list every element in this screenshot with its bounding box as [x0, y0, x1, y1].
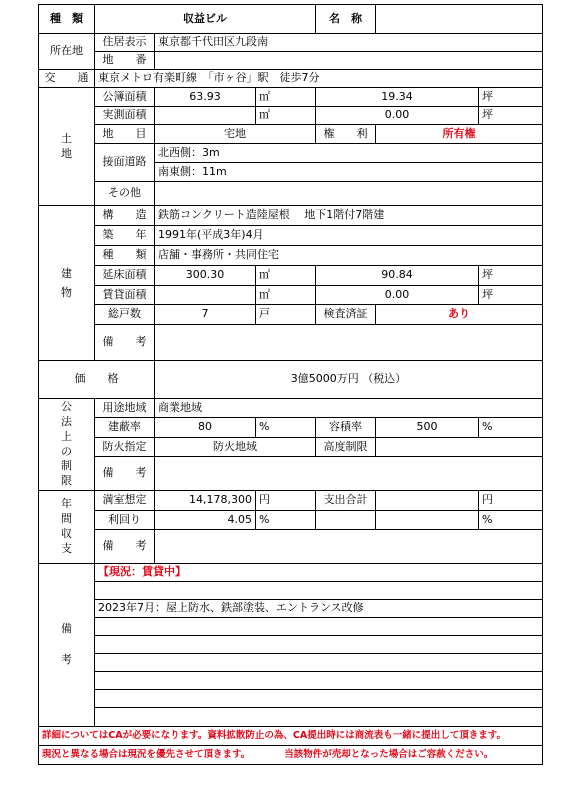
land-measured-row: [39, 107, 543, 125]
units-label: 総戸数: [95, 305, 155, 325]
note-line-2a: 現況と異なる場合は現況を優先させて頂きます。: [42, 748, 251, 760]
yield-value: 4.05: [155, 511, 256, 530]
location-section: 所在地: [39, 34, 95, 70]
floor-area-row: [39, 266, 543, 286]
kind-row: [39, 246, 543, 266]
expense-label: 支出合計: [316, 491, 376, 511]
land-section: 土地: [39, 88, 95, 206]
bcr-value: 80: [155, 418, 256, 438]
units-unit: 戸: [256, 305, 316, 325]
remarks-line: [95, 618, 543, 636]
measured-area-label: 実測面積: [95, 107, 155, 125]
fire-row: [39, 438, 543, 457]
other-label: その他: [95, 182, 155, 206]
traffic-label: 交 通: [39, 70, 95, 88]
measured-area-tsubo: 0.00: [316, 107, 479, 125]
note-line-2b: 当該物件が売却となった場合はご容赦ください。: [284, 748, 494, 760]
remarks-line-row: [39, 600, 543, 618]
rent-area-sqm: [155, 286, 256, 305]
road-row-1: [39, 144, 543, 163]
price-label: 価 格: [39, 361, 155, 399]
height-value: [376, 438, 543, 457]
remarks-line-row: [39, 654, 543, 672]
lot-label: 地 番: [95, 52, 155, 70]
inspection-value: あり: [376, 305, 543, 325]
zoning-label: 用途地域: [95, 399, 155, 418]
rent-area-row: [39, 286, 543, 305]
address-label: 住居表示: [95, 34, 155, 52]
registry-area-sqm: 63.93: [155, 88, 256, 107]
property-sheet: [38, 4, 542, 788]
restrictions-section: 公法上の制限: [39, 399, 95, 491]
structure-row: [39, 206, 543, 226]
remarks-line: 2023年7月：屋上防水、鉄部塗装、エントランス改修: [95, 600, 543, 618]
type-value: 収益ビル: [95, 5, 316, 34]
rights-value: 所有権: [376, 125, 543, 144]
income-remarks-value: [155, 530, 543, 564]
height-label: 高度制限: [316, 438, 376, 457]
units-row: [39, 305, 543, 325]
remarks-status: 【現況：賃貸中】: [95, 564, 543, 582]
fire-value: 防火地域: [155, 438, 316, 457]
built-label: 築 年: [95, 226, 155, 246]
yield-row: [39, 511, 543, 530]
measured-area-sqm: [155, 107, 256, 125]
floor-area-label: 延床面積: [95, 266, 155, 286]
type-label: 種 類: [39, 5, 95, 34]
registry-area-label: 公簿面積: [95, 88, 155, 107]
rights-label: 権 利: [316, 125, 376, 144]
fire-label: 防火指定: [95, 438, 155, 457]
pct-unit: %: [256, 418, 316, 438]
built-row: [39, 226, 543, 246]
road-1: 北西側：3m: [155, 144, 543, 163]
income-section: 年間収支: [39, 491, 95, 564]
far-value: 500: [376, 418, 479, 438]
traffic-value: 東京メトロ有楽町線 「市ヶ谷」駅 徒歩7分: [95, 70, 543, 88]
land-category-row: [39, 125, 543, 144]
remarks-line-row: [39, 636, 543, 654]
remarks-line: [95, 708, 543, 727]
structure-value: 鉄筋コンクリート造陸屋根 地下1階付7階建: [155, 206, 543, 226]
floor-area-tsubo: 90.84: [316, 266, 479, 286]
full-label: 満室想定: [95, 491, 155, 511]
remarks-line-row: [39, 618, 543, 636]
name-label: 名 称: [316, 5, 376, 34]
far-label: 容積率: [316, 418, 376, 438]
yen-unit: 円: [256, 491, 316, 511]
pct-unit: %: [256, 511, 316, 530]
structure-label: 構 造: [95, 206, 155, 226]
remarks-line-row: [39, 708, 543, 727]
lot-value: [155, 52, 543, 70]
restrictions-remarks-row: [39, 457, 543, 491]
kind-label: 種 類: [95, 246, 155, 266]
remarks-line: [95, 672, 543, 690]
sqm-unit: ㎡: [256, 107, 316, 125]
remarks-line-row: [39, 672, 543, 690]
note-line-1: 詳細についてはCAが必要になります。資料拡散防止の為、CA提出時には商流表も一緒に提出して頂きます。: [39, 727, 543, 746]
price-value: 3億5000万円 （税込）: [155, 361, 543, 399]
units-value: 7: [155, 305, 256, 325]
road-2: 南東側：11m: [155, 163, 543, 182]
traffic-row: [39, 70, 543, 88]
sqm-unit: ㎡: [256, 266, 316, 286]
full-value: 14,178,300: [155, 491, 256, 511]
building-remarks-label: 備 考: [95, 325, 155, 361]
inspection-label: 検査済証: [316, 305, 376, 325]
tsubo-unit: 坪: [479, 88, 543, 107]
rent-area-tsubo: 0.00: [316, 286, 479, 305]
address-value: 東京都千代田区九段南: [155, 34, 543, 52]
note-line-2: [39, 746, 543, 765]
floor-area-sqm: 300.30: [155, 266, 256, 286]
remarks-line: [95, 654, 543, 672]
building-remarks-value: [155, 325, 543, 361]
pct-unit: %: [479, 418, 543, 438]
expense-value: [376, 491, 479, 511]
kind-value: 店舗・事務所・共同住宅: [155, 246, 543, 266]
ratio-row: [39, 418, 543, 438]
price-row: [39, 361, 543, 399]
address-row: [39, 34, 543, 52]
zoning-row: [39, 399, 543, 418]
name-value: [376, 5, 543, 34]
other-value: [155, 182, 543, 206]
sqm-unit: ㎡: [256, 286, 316, 305]
sqm-unit: ㎡: [256, 88, 316, 107]
header-row: [39, 5, 543, 34]
note-row-2: [39, 746, 543, 765]
remarks-line: [95, 690, 543, 708]
remarks-section: 備考: [39, 564, 95, 727]
yield-blank-2: [376, 511, 479, 530]
bcr-label: 建蔽率: [95, 418, 155, 438]
remarks-line-row: [39, 582, 543, 600]
remarks-line: [95, 636, 543, 654]
zoning-value: 商業地域: [155, 399, 543, 418]
category-value: 宅地: [155, 125, 316, 144]
restrictions-remarks-value: [155, 457, 543, 491]
built-value: 1991年(平成3年)4月: [155, 226, 543, 246]
land-other-row: [39, 182, 543, 206]
tsubo-unit: 坪: [479, 286, 543, 305]
tsubo-unit: 坪: [479, 266, 543, 286]
building-remarks-row: [39, 325, 543, 361]
lot-row: [39, 52, 543, 70]
tsubo-unit: 坪: [479, 107, 543, 125]
note-row-1: [39, 727, 543, 746]
yield-label: 利回り: [95, 511, 155, 530]
remarks-line-row: [39, 690, 543, 708]
full-occupancy-row: [39, 491, 543, 511]
building-section: 建物: [39, 206, 95, 361]
land-registry-row: [39, 88, 543, 107]
rent-area-label: 賃貸面積: [95, 286, 155, 305]
income-remarks-label: 備 考: [95, 530, 155, 564]
road-label: 接面道路: [95, 144, 155, 182]
yen-unit: 円: [479, 491, 543, 511]
registry-area-tsubo: 19.34: [316, 88, 479, 107]
pct-unit: %: [479, 511, 543, 530]
income-remarks-row: [39, 530, 543, 564]
property-table: [38, 4, 543, 765]
category-label: 地 目: [95, 125, 155, 144]
yield-blank-1: [316, 511, 376, 530]
restrictions-remarks-label: 備 考: [95, 457, 155, 491]
remarks-status-row: [39, 564, 543, 582]
remarks-line: [95, 582, 543, 600]
